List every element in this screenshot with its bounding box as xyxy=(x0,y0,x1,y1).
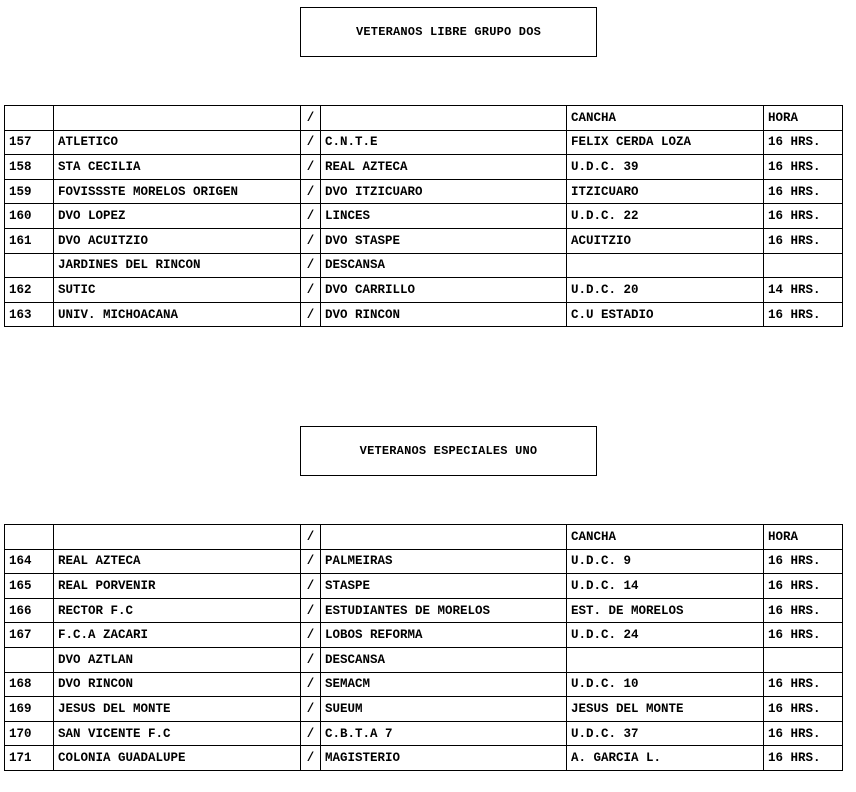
vs-separator: / xyxy=(301,549,321,574)
venue: EST. DE MORELOS xyxy=(567,598,764,623)
vs-separator: / xyxy=(301,721,321,746)
home-team: SAN VICENTE F.C xyxy=(54,721,301,746)
match-time: 16 HRS. xyxy=(764,598,843,623)
vs-separator: / xyxy=(301,746,321,771)
home-team: DVO ACUITZIO xyxy=(54,228,301,253)
vs-separator: / xyxy=(301,302,321,327)
venue: U.D.C. 10 xyxy=(567,672,764,697)
table-row xyxy=(5,623,843,648)
venue xyxy=(567,647,764,672)
away-team: ESTUDIANTES DE MORELOS xyxy=(321,598,567,623)
match-number xyxy=(5,647,54,672)
match-number: 164 xyxy=(5,549,54,574)
match-number: 171 xyxy=(5,746,54,771)
table-row xyxy=(5,721,843,746)
match-time xyxy=(764,647,843,672)
venue: FELIX CERDA LOZA xyxy=(567,130,764,155)
home-team: JESUS DEL MONTE xyxy=(54,697,301,722)
vs-separator: / xyxy=(301,574,321,599)
table-row xyxy=(5,130,843,155)
home-team: FOVISSSTE MORELOS ORIGEN xyxy=(54,179,301,204)
away-team: PALMEIRAS xyxy=(321,549,567,574)
home-team: ATLETICO xyxy=(54,130,301,155)
home-team: DVO RINCON xyxy=(54,672,301,697)
table-row xyxy=(5,228,843,253)
away-team: DESCANSA xyxy=(321,647,567,672)
venue: U.D.C. 14 xyxy=(567,574,764,599)
header-row xyxy=(5,106,843,131)
table-row xyxy=(5,697,843,722)
section-title: VETERANOS ESPECIALES UNO xyxy=(300,426,597,476)
home-team: STA CECILIA xyxy=(54,155,301,180)
vs-separator: / xyxy=(301,672,321,697)
match-number: 162 xyxy=(5,278,54,303)
away-team: DVO CARRILLO xyxy=(321,278,567,303)
match-number: 168 xyxy=(5,672,54,697)
match-time: 16 HRS. xyxy=(764,746,843,771)
table-row xyxy=(5,155,843,180)
vs-separator: / xyxy=(301,130,321,155)
home-team: DVO AZTLAN xyxy=(54,647,301,672)
match-number: 167 xyxy=(5,623,54,648)
match-time: 16 HRS. xyxy=(764,549,843,574)
away-team: DESCANSA xyxy=(321,253,567,278)
home-team: REAL PORVENIR xyxy=(54,574,301,599)
table-row xyxy=(5,549,843,574)
home-team: SUTIC xyxy=(54,278,301,303)
vs-separator: / xyxy=(301,697,321,722)
vs-separator-header: / xyxy=(301,106,321,131)
match-time: 14 HRS. xyxy=(764,278,843,303)
venue: U.D.C. 37 xyxy=(567,721,764,746)
match-time: 16 HRS. xyxy=(764,204,843,229)
away-team: REAL AZTECA xyxy=(321,155,567,180)
venue: U.D.C. 39 xyxy=(567,155,764,180)
vs-separator: / xyxy=(301,179,321,204)
header-row xyxy=(5,525,843,550)
schedule-table xyxy=(4,105,843,327)
vs-separator: / xyxy=(301,253,321,278)
match-time: 16 HRS. xyxy=(764,672,843,697)
away-team: DVO ITZICUARO xyxy=(321,179,567,204)
table-row xyxy=(5,672,843,697)
match-time: 16 HRS. xyxy=(764,155,843,180)
home-team: COLONIA GUADALUPE xyxy=(54,746,301,771)
match-number: 166 xyxy=(5,598,54,623)
match-number: 163 xyxy=(5,302,54,327)
vs-separator: / xyxy=(301,228,321,253)
home-team-header xyxy=(54,106,301,131)
away-team: MAGISTERIO xyxy=(321,746,567,771)
match-number-header xyxy=(5,525,54,550)
venue: JESUS DEL MONTE xyxy=(567,697,764,722)
match-time: 16 HRS. xyxy=(764,574,843,599)
table-row xyxy=(5,647,843,672)
match-time: 16 HRS. xyxy=(764,179,843,204)
venue: A. GARCIA L. xyxy=(567,746,764,771)
vs-separator: / xyxy=(301,598,321,623)
home-team: DVO LOPEZ xyxy=(54,204,301,229)
venue-header: CANCHA xyxy=(567,525,764,550)
schedule-table xyxy=(4,524,843,771)
match-number-header xyxy=(5,106,54,131)
match-time: 16 HRS. xyxy=(764,130,843,155)
match-time: 16 HRS. xyxy=(764,623,843,648)
match-number: 157 xyxy=(5,130,54,155)
away-team: DVO STASPE xyxy=(321,228,567,253)
away-team: C.N.T.E xyxy=(321,130,567,155)
venue: U.D.C. 24 xyxy=(567,623,764,648)
match-time: 16 HRS. xyxy=(764,721,843,746)
home-team: RECTOR F.C xyxy=(54,598,301,623)
match-time: 16 HRS. xyxy=(764,228,843,253)
away-team: LINCES xyxy=(321,204,567,229)
venue: C.U ESTADIO xyxy=(567,302,764,327)
vs-separator: / xyxy=(301,155,321,180)
venue: ITZICUARO xyxy=(567,179,764,204)
match-time-header: HORA xyxy=(764,525,843,550)
match-number: 158 xyxy=(5,155,54,180)
match-number: 159 xyxy=(5,179,54,204)
match-number xyxy=(5,253,54,278)
venue xyxy=(567,253,764,278)
venue-header: CANCHA xyxy=(567,106,764,131)
venue: U.D.C. 9 xyxy=(567,549,764,574)
table-row xyxy=(5,302,843,327)
away-team-header xyxy=(321,525,567,550)
vs-separator: / xyxy=(301,204,321,229)
away-team: DVO RINCON xyxy=(321,302,567,327)
table-row xyxy=(5,204,843,229)
home-team: REAL AZTECA xyxy=(54,549,301,574)
match-number: 161 xyxy=(5,228,54,253)
match-number: 170 xyxy=(5,721,54,746)
section-title: VETERANOS LIBRE GRUPO DOS xyxy=(300,7,597,57)
match-time: 16 HRS. xyxy=(764,697,843,722)
table-row xyxy=(5,253,843,278)
match-time xyxy=(764,253,843,278)
home-team: JARDINES DEL RINCON xyxy=(54,253,301,278)
away-team: LOBOS REFORMA xyxy=(321,623,567,648)
away-team-header xyxy=(321,106,567,131)
match-number: 169 xyxy=(5,697,54,722)
away-team: STASPE xyxy=(321,574,567,599)
vs-separator-header: / xyxy=(301,525,321,550)
away-team: C.B.T.A 7 xyxy=(321,721,567,746)
table-row xyxy=(5,179,843,204)
home-team-header xyxy=(54,525,301,550)
vs-separator: / xyxy=(301,278,321,303)
match-time: 16 HRS. xyxy=(764,302,843,327)
venue: ACUITZIO xyxy=(567,228,764,253)
table-row xyxy=(5,746,843,771)
match-number: 160 xyxy=(5,204,54,229)
vs-separator: / xyxy=(301,647,321,672)
home-team: F.C.A ZACARI xyxy=(54,623,301,648)
home-team: UNIV. MICHOACANA xyxy=(54,302,301,327)
venue: U.D.C. 22 xyxy=(567,204,764,229)
table-row xyxy=(5,574,843,599)
table-row xyxy=(5,598,843,623)
vs-separator: / xyxy=(301,623,321,648)
away-team: SEMACM xyxy=(321,672,567,697)
table-row xyxy=(5,278,843,303)
away-team: SUEUM xyxy=(321,697,567,722)
match-number: 165 xyxy=(5,574,54,599)
match-time-header: HORA xyxy=(764,106,843,131)
venue: U.D.C. 20 xyxy=(567,278,764,303)
